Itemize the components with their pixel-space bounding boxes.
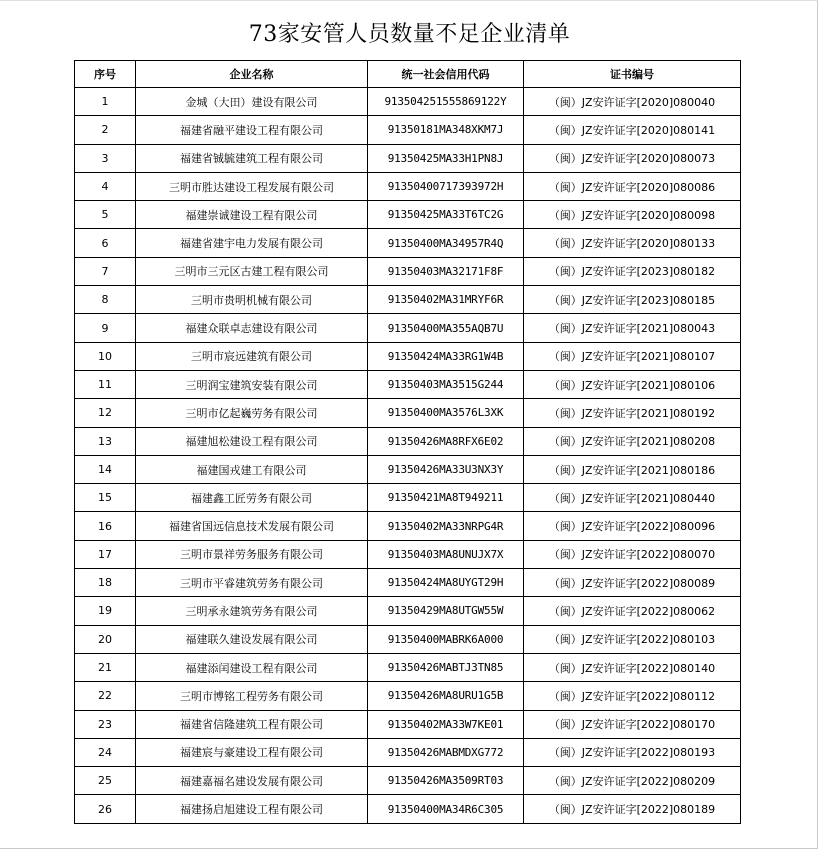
row-credit-code: 91350425MA33H1PN8J	[368, 144, 524, 172]
row-certificate-number: （闽）JZ安许证字[2023]080185	[524, 286, 741, 314]
row-credit-code: 913504251555869122Y	[368, 88, 524, 116]
row-credit-code: 91350403MA3515G244	[368, 370, 524, 398]
row-index: 17	[75, 540, 136, 568]
row-index: 12	[75, 399, 136, 427]
row-certificate-number: （闽）JZ安许证字[2021]080192	[524, 399, 741, 427]
row-index: 20	[75, 625, 136, 653]
row-company-name: 福建旭松建设工程有限公司	[136, 427, 368, 455]
row-index: 22	[75, 682, 136, 710]
row-certificate-number: （闽）JZ安许证字[2021]080208	[524, 427, 741, 455]
table-row	[75, 229, 741, 257]
row-certificate-number: （闽）JZ安许证字[2022]080089	[524, 569, 741, 597]
row-credit-code: 91350400MABRK6A000	[368, 625, 524, 653]
row-credit-code: 91350425MA33T6TC2G	[368, 201, 524, 229]
row-credit-code: 91350402MA33NRPG4R	[368, 512, 524, 540]
row-certificate-number: （闽）JZ安许证字[2020]080086	[524, 172, 741, 200]
table-row	[75, 144, 741, 172]
row-certificate-number: （闽）JZ安许证字[2022]080062	[524, 597, 741, 625]
table-row	[75, 88, 741, 116]
table-row	[75, 795, 741, 823]
row-certificate-number: （闽）JZ安许证字[2021]080107	[524, 342, 741, 370]
row-company-name: 福建省建宇电力发展有限公司	[136, 229, 368, 257]
row-index: 24	[75, 738, 136, 766]
row-company-name: 金城（大田）建设有限公司	[136, 88, 368, 116]
row-company-name: 福建省铖毓建筑工程有限公司	[136, 144, 368, 172]
row-index: 21	[75, 653, 136, 681]
table-row	[75, 257, 741, 285]
row-index: 15	[75, 484, 136, 512]
row-company-name: 三明市景祥劳务服务有限公司	[136, 540, 368, 568]
row-company-name: 三明市三元区古建工程有限公司	[136, 257, 368, 285]
table-row	[75, 682, 741, 710]
header-index: 序号	[75, 61, 136, 88]
row-company-name: 三明润宝建筑安装有限公司	[136, 370, 368, 398]
table-row	[75, 625, 741, 653]
row-company-name: 三明承永建筑劳务有限公司	[136, 597, 368, 625]
row-index: 3	[75, 144, 136, 172]
row-company-name: 福建省融平建设工程有限公司	[136, 116, 368, 144]
row-certificate-number: （闽）JZ安许证字[2023]080182	[524, 257, 741, 285]
row-certificate-number: （闽）JZ安许证字[2020]080133	[524, 229, 741, 257]
row-credit-code: 91350403MA8UNUJX7X	[368, 540, 524, 568]
row-certificate-number: （闽）JZ安许证字[2022]080189	[524, 795, 741, 823]
row-credit-code: 91350426MA3509RT03	[368, 767, 524, 795]
document-title: 73家安管人员数量不足企业清单	[248, 22, 571, 47]
row-certificate-number: （闽）JZ安许证字[2020]080040	[524, 88, 741, 116]
table-row	[75, 484, 741, 512]
table-header-row	[75, 61, 741, 88]
row-credit-code: 91350400MA3576L3XK	[368, 399, 524, 427]
row-company-name: 福建众联卓志建设有限公司	[136, 314, 368, 342]
table-row	[75, 540, 741, 568]
table-row	[75, 286, 741, 314]
row-company-name: 三明市贵明机械有限公司	[136, 286, 368, 314]
table-row	[75, 116, 741, 144]
row-credit-code: 91350424MA8UYGT29H	[368, 569, 524, 597]
row-certificate-number: （闽）JZ安许证字[2020]080073	[524, 144, 741, 172]
row-index: 5	[75, 201, 136, 229]
row-credit-code: 91350402MA31MRYF6R	[368, 286, 524, 314]
row-credit-code: 91350400MA34957R4Q	[368, 229, 524, 257]
table-row	[75, 597, 741, 625]
row-credit-code: 91350400MA34R6C305	[368, 795, 524, 823]
row-index: 13	[75, 427, 136, 455]
row-company-name: 福建宸与豪建设工程有限公司	[136, 738, 368, 766]
company-table	[74, 60, 741, 824]
row-company-name: 福建国戎建工有限公司	[136, 455, 368, 483]
row-credit-code: 91350429MA8UTGW55W	[368, 597, 524, 625]
header-company: 企业名称	[136, 61, 368, 88]
row-company-name: 福建省信隆建筑工程有限公司	[136, 710, 368, 738]
table-row	[75, 342, 741, 370]
row-credit-code: 91350181MA348XKM7J	[368, 116, 524, 144]
row-credit-code: 91350400MA355AQB7U	[368, 314, 524, 342]
row-index: 2	[75, 116, 136, 144]
row-index: 18	[75, 569, 136, 597]
table-row	[75, 427, 741, 455]
row-credit-code: 91350400717393972H	[368, 172, 524, 200]
row-company-name: 福建扬启旭建设工程有限公司	[136, 795, 368, 823]
row-index: 10	[75, 342, 136, 370]
row-index: 14	[75, 455, 136, 483]
table-row	[75, 370, 741, 398]
row-credit-code: 91350426MA8URU1G5B	[368, 682, 524, 710]
table-row	[75, 399, 741, 427]
row-company-name: 福建添闰建设工程有限公司	[136, 653, 368, 681]
row-certificate-number: （闽）JZ安许证字[2022]080096	[524, 512, 741, 540]
row-certificate-number: （闽）JZ安许证字[2021]080440	[524, 484, 741, 512]
row-company-name: 三明市平睿建筑劳务有限公司	[136, 569, 368, 597]
row-index: 8	[75, 286, 136, 314]
row-certificate-number: （闽）JZ安许证字[2020]080141	[524, 116, 741, 144]
row-index: 6	[75, 229, 136, 257]
table-row	[75, 512, 741, 540]
row-company-name: 三明市宸远建筑有限公司	[136, 342, 368, 370]
table-body	[75, 88, 741, 824]
row-company-name: 福建鑫工匠劳务有限公司	[136, 484, 368, 512]
row-certificate-number: （闽）JZ安许证字[2022]080193	[524, 738, 741, 766]
row-company-name: 三明市胜达建设工程发展有限公司	[136, 172, 368, 200]
row-index: 23	[75, 710, 136, 738]
row-company-name: 福建联久建设发展有限公司	[136, 625, 368, 653]
row-company-name: 福建崇诚建设工程有限公司	[136, 201, 368, 229]
row-index: 26	[75, 795, 136, 823]
table-row	[75, 172, 741, 200]
row-index: 7	[75, 257, 136, 285]
table-row	[75, 569, 741, 597]
row-certificate-number: （闽）JZ安许证字[2020]080098	[524, 201, 741, 229]
row-index: 11	[75, 370, 136, 398]
table-row	[75, 767, 741, 795]
row-index: 25	[75, 767, 136, 795]
row-certificate-number: （闽）JZ安许证字[2021]080043	[524, 314, 741, 342]
table-row	[75, 314, 741, 342]
row-credit-code: 91350402MA33W7KE01	[368, 710, 524, 738]
row-certificate-number: （闽）JZ安许证字[2022]080112	[524, 682, 741, 710]
table-row	[75, 201, 741, 229]
row-index: 1	[75, 88, 136, 116]
row-company-name: 三明市亿起巍劳务有限公司	[136, 399, 368, 427]
row-certificate-number: （闽）JZ安许证字[2021]080186	[524, 455, 741, 483]
row-credit-code: 91350424MA33RG1W4B	[368, 342, 524, 370]
row-credit-code: 91350426MA8RFX6E02	[368, 427, 524, 455]
row-index: 9	[75, 314, 136, 342]
header-certificate: 证书编号	[524, 61, 741, 88]
row-index: 19	[75, 597, 136, 625]
row-credit-code: 91350426MA33U3NX3Y	[368, 455, 524, 483]
row-certificate-number: （闽）JZ安许证字[2022]080170	[524, 710, 741, 738]
header-credit-code: 统一社会信用代码	[368, 61, 524, 88]
table-row	[75, 710, 741, 738]
row-index: 4	[75, 172, 136, 200]
table-row	[75, 455, 741, 483]
row-company-name: 福建嘉福名建设发展有限公司	[136, 767, 368, 795]
table-row	[75, 738, 741, 766]
row-credit-code: 91350426MABMDXG772	[368, 738, 524, 766]
row-certificate-number: （闽）JZ安许证字[2021]080106	[524, 370, 741, 398]
row-company-name: 三明市博铭工程劳务有限公司	[136, 682, 368, 710]
row-certificate-number: （闽）JZ安许证字[2022]080070	[524, 540, 741, 568]
row-company-name: 福建省国远信息技术发展有限公司	[136, 512, 368, 540]
row-credit-code: 91350421MA8T949211	[368, 484, 524, 512]
row-certificate-number: （闽）JZ安许证字[2022]080103	[524, 625, 741, 653]
row-credit-code: 91350426MABTJ3TN85	[368, 653, 524, 681]
row-credit-code: 91350403MA32171F8F	[368, 257, 524, 285]
table-row	[75, 653, 741, 681]
row-certificate-number: （闽）JZ安许证字[2022]080209	[524, 767, 741, 795]
row-certificate-number: （闽）JZ安许证字[2022]080140	[524, 653, 741, 681]
row-index: 16	[75, 512, 136, 540]
